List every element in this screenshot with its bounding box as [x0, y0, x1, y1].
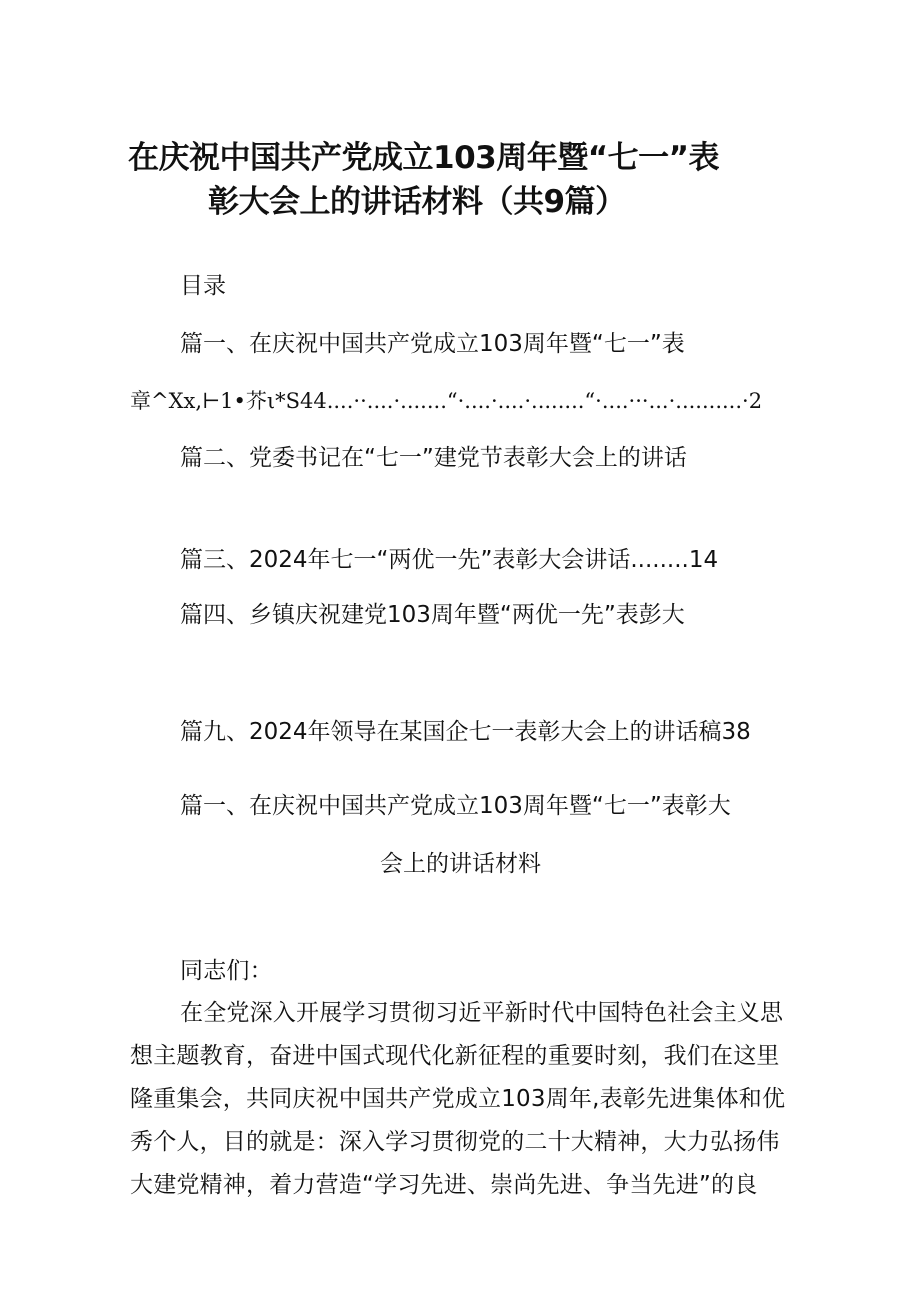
toc-entry[interactable]: 篇四、乡镇庆祝建党103周年暨“两优一先”表彭大 — [180, 602, 685, 628]
section-title-line-2: 会上的讲话材料 — [380, 851, 541, 877]
toc-entry[interactable]: 篇一、在庆祝中国共产党成立103周年暨“七一”表 — [180, 331, 685, 357]
toc-entry-continuation[interactable]: 章^Xx,⊢1•芥ι*S44....··....·.......“·....·....·........“·....···...·..........·2 — [130, 389, 763, 413]
body-paragraph-line: 隆重集会，共同庆祝中国共产党成立103周年,表彰先进集体和优 — [130, 1086, 786, 1112]
body-paragraph-line: 大建党精神，着力营造“学习先进、崇尚先进、争当先进”的良 — [130, 1172, 758, 1198]
toc-heading: 目录 — [180, 273, 226, 299]
section-title-line-1: 篇一、在庆祝中国共产党成立103周年暨“七一”表彰大 — [180, 793, 731, 819]
toc-entry[interactable]: 篇三、2024年七一“两优一先”表彰大会讲话........14 — [180, 547, 719, 573]
body-paragraph-line: 在全党深入开展学习贯彻习近平新时代中国特色社会主义思 — [180, 1000, 784, 1026]
toc-entry[interactable]: 篇二、党委书记在“七一”建党节表彰大会上的讲话 — [180, 445, 687, 471]
body-paragraph-line: 秀个人，目的就是：深入学习贯彻党的二十大精神，大力弘扬伟 — [130, 1129, 780, 1155]
toc-entry[interactable]: 篇九、2024年领导在某国企七一表彰大会上的讲话稿38 — [180, 719, 751, 745]
body-paragraph-line: 想主题教育，奋进中国式现代化新征程的重要时刻，我们在这里 — [130, 1043, 780, 1069]
document-title-line-2: 彰大会上的讲话材料（共9篇） — [208, 184, 626, 220]
salutation: 同志们： — [180, 958, 273, 984]
document-title-line-1: 在庆祝中国共产党成立103周年暨“七一”表 — [128, 140, 719, 176]
